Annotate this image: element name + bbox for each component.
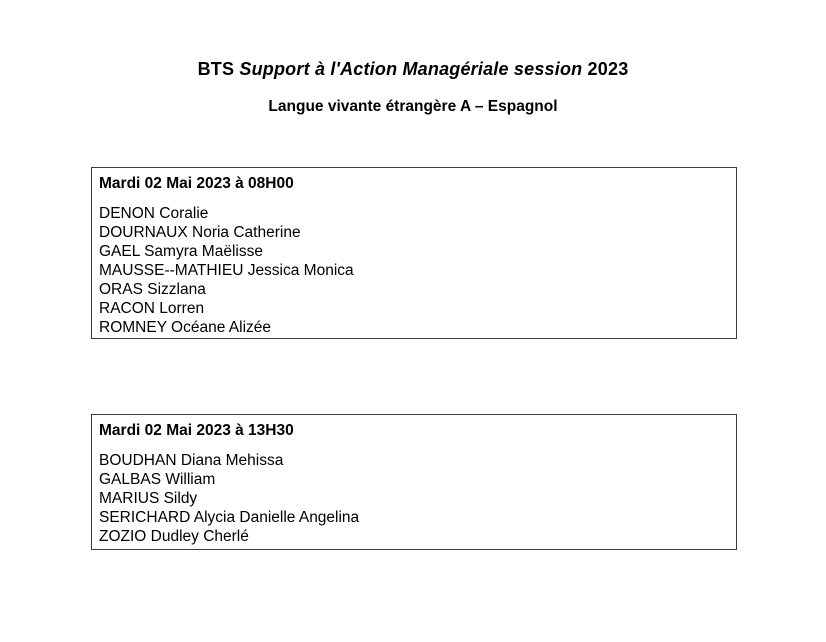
- attendee-name: MARIUS Sildy: [99, 490, 198, 507]
- session-box-morning: [91, 167, 737, 339]
- page-title-suffix: 2023: [582, 59, 629, 79]
- attendee-name: ROMNEY Océane Alizée: [99, 319, 272, 336]
- attendee-name: GALBAS William: [99, 471, 216, 488]
- attendee-name: SERICHARD Alycia Danielle Angelina: [99, 509, 360, 526]
- page-title-italic: Support à l'Action Managériale session: [239, 59, 583, 79]
- session-header: Mardi 02 Mai 2023 à 08H00: [99, 175, 294, 192]
- attendee-name: MAUSSE--MATHIEU Jessica Monica: [99, 262, 354, 279]
- attendee-name: RACON Lorren: [99, 300, 205, 317]
- page-title-prefix: BTS: [197, 59, 240, 79]
- attendee-list: [99, 204, 729, 337]
- attendee-name: ZOZIO Dudley Cherlé: [99, 528, 249, 545]
- attendee-name: DOURNAUX Noria Catherine: [99, 224, 301, 241]
- session-box-afternoon: [91, 414, 737, 550]
- attendee-name: BOUDHAN Diana Mehissa: [99, 452, 284, 469]
- attendee-name: DENON Coralie: [99, 205, 209, 222]
- attendee-name: ORAS Sizzlana: [99, 281, 206, 298]
- page-subtitle: Langue vivante étrangère A – Espagnol: [268, 98, 558, 115]
- session-header: Mardi 02 Mai 2023 à 13H30: [99, 422, 294, 439]
- attendee-list: [99, 451, 729, 546]
- page-title: [0, 58, 826, 80]
- attendee-name: GAEL Samyra Maëlisse: [99, 243, 263, 260]
